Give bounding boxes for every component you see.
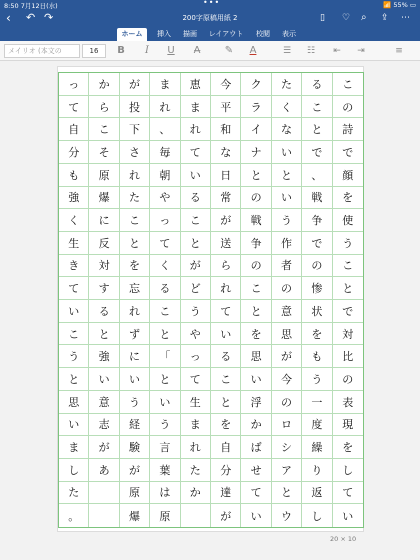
grid-cell[interactable]: 投: [120, 96, 150, 119]
grid-cell[interactable]: す: [89, 277, 119, 300]
grid-cell[interactable]: う: [59, 345, 89, 368]
grid-cell[interactable]: 生: [59, 232, 89, 255]
chevron-left-icon[interactable]: ‹: [6, 11, 11, 25]
manuscript-grid[interactable]: [58, 72, 364, 528]
grid-cell[interactable]: う: [150, 414, 180, 437]
grid-cell[interactable]: て: [59, 96, 89, 119]
grid-cell[interactable]: 送: [211, 232, 241, 255]
grid-cell[interactable]: 顔: [333, 164, 363, 187]
grid-cell[interactable]: 強: [59, 187, 89, 210]
strikethrough-button[interactable]: A̶: [193, 45, 201, 56]
grid-cell[interactable]: っ: [59, 73, 89, 96]
lightbulb-icon[interactable]: ♡: [342, 13, 351, 23]
grid-cell[interactable]: 浮: [241, 391, 271, 414]
grid-cell[interactable]: 惨: [302, 277, 332, 300]
grid-cell[interactable]: 経: [120, 414, 150, 437]
grid-cell[interactable]: に: [89, 209, 119, 232]
ribbon-tabs: [0, 27, 420, 41]
grid-cell[interactable]: か: [89, 73, 119, 96]
grid-cell[interactable]: こ: [59, 323, 89, 346]
grid-cell[interactable]: い: [272, 187, 302, 210]
grid-cell[interactable]: る: [211, 345, 241, 368]
grid-cell[interactable]: の: [272, 277, 302, 300]
grid-cell[interactable]: 戦: [302, 187, 332, 210]
grid-cell[interactable]: 平: [211, 96, 241, 119]
grid-cell[interactable]: 爆: [89, 187, 119, 210]
grid-cell[interactable]: [89, 482, 119, 505]
grid-cell[interactable]: こ: [333, 255, 363, 278]
grid-cell[interactable]: の: [241, 187, 271, 210]
outdent-icon[interactable]: ⇤: [333, 46, 341, 56]
grid-cell[interactable]: て: [211, 300, 241, 323]
grid-cell[interactable]: 達: [211, 482, 241, 505]
grid-cell[interactable]: と: [150, 323, 180, 346]
grid-cell[interactable]: 者: [272, 255, 302, 278]
grid-cell[interactable]: 、: [150, 118, 180, 141]
grid-cell[interactable]: こ: [181, 209, 211, 232]
grid-cell[interactable]: と: [241, 300, 271, 323]
grid-cell[interactable]: シ: [272, 436, 302, 459]
grid-cell[interactable]: 、: [302, 164, 332, 187]
grid-cell[interactable]: い: [181, 164, 211, 187]
grid-cell[interactable]: 自: [59, 118, 89, 141]
grid-cell[interactable]: 戦: [241, 209, 271, 232]
grid-cell[interactable]: の: [302, 255, 332, 278]
grid-cell[interactable]: 言: [150, 436, 180, 459]
grid-cell[interactable]: て: [181, 368, 211, 391]
grid-cell[interactable]: か: [181, 482, 211, 505]
grid-cell[interactable]: 今: [272, 368, 302, 391]
grid-cell[interactable]: 比: [333, 345, 363, 368]
underline-button[interactable]: U: [167, 45, 175, 56]
grid-cell[interactable]: の: [241, 255, 271, 278]
grid-cell[interactable]: う: [302, 368, 332, 391]
grid-cell[interactable]: の: [272, 391, 302, 414]
grid-cell[interactable]: 。: [59, 504, 89, 527]
grid-cell[interactable]: ま: [150, 73, 180, 96]
grid-cell[interactable]: い: [272, 141, 302, 164]
grid-cell[interactable]: れ: [120, 300, 150, 323]
grid-cell[interactable]: 思: [59, 391, 89, 414]
grid-cell[interactable]: う: [120, 391, 150, 414]
grid-cell[interactable]: と: [241, 164, 271, 187]
grid-cell[interactable]: 原: [120, 482, 150, 505]
grid-cell[interactable]: こ: [150, 300, 180, 323]
grid-cell[interactable]: を: [120, 255, 150, 278]
grid-cell[interactable]: で: [302, 232, 332, 255]
grid-cell[interactable]: 詩: [333, 118, 363, 141]
status-battery: 📶 55% ▭: [383, 1, 416, 9]
grid-cell[interactable]: と: [272, 164, 302, 187]
grid-cell[interactable]: と: [333, 277, 363, 300]
grid-cell[interactable]: 現: [333, 414, 363, 437]
grid-cell[interactable]: 意: [272, 300, 302, 323]
paragraph-icon[interactable]: ≡: [395, 46, 403, 56]
grid-cell[interactable]: れ: [120, 164, 150, 187]
grid-cell[interactable]: こ: [241, 277, 271, 300]
grid-cell[interactable]: り: [302, 459, 332, 482]
grid-cell[interactable]: も: [59, 164, 89, 187]
grid-cell[interactable]: っ: [181, 345, 211, 368]
grid-cell[interactable]: を: [333, 187, 363, 210]
grid-cell[interactable]: れ: [150, 96, 180, 119]
grid-cell[interactable]: い: [342, 509, 354, 523]
status-bar: [0, 0, 420, 10]
grid-cell[interactable]: ク: [241, 73, 271, 96]
grid-cell[interactable]: き: [59, 255, 89, 278]
grid-cell[interactable]: 忘: [120, 277, 150, 300]
grid-cell[interactable]: 争: [241, 232, 271, 255]
grid-cell[interactable]: ず: [120, 323, 150, 346]
grid-cell[interactable]: 対: [89, 255, 119, 278]
document-title: 200字原稿用紙 2: [182, 14, 238, 22]
grid-cell[interactable]: か: [241, 414, 271, 437]
grid-cell[interactable]: 状: [302, 300, 332, 323]
grid-cell[interactable]: 原: [150, 504, 180, 527]
grid-cell[interactable]: で: [333, 141, 363, 164]
grid-cell[interactable]: 強: [89, 345, 119, 368]
grid-cell[interactable]: う: [333, 232, 363, 255]
grid-cell[interactable]: ま: [181, 96, 211, 119]
grid-cell[interactable]: い: [89, 368, 119, 391]
grid-cell[interactable]: な: [272, 118, 302, 141]
tab-view[interactable]: 表示: [282, 30, 296, 38]
grid-cell[interactable]: と: [181, 232, 211, 255]
grid-cell[interactable]: 験: [120, 436, 150, 459]
window-dots[interactable]: •••: [203, 0, 221, 7]
grid-cell[interactable]: 常: [211, 187, 241, 210]
grid-cell[interactable]: い: [211, 323, 241, 346]
grid-cell[interactable]: [89, 504, 119, 527]
grid-cell[interactable]: に: [120, 345, 150, 368]
phone-icon[interactable]: ▯: [320, 13, 325, 23]
redo-icon[interactable]: ↷: [44, 11, 54, 24]
grid-cell[interactable]: 分: [211, 459, 241, 482]
home-toolbar: [0, 41, 420, 61]
grid-cell[interactable]: 表: [333, 391, 363, 414]
grid-cell[interactable]: 繰: [302, 436, 332, 459]
grid-cell[interactable]: た: [120, 187, 150, 210]
grid-cell[interactable]: 原: [89, 164, 119, 187]
grid-cell[interactable]: て: [241, 482, 271, 505]
grid-size-label: 20 × 10: [330, 535, 357, 543]
bullets-icon[interactable]: ☰: [282, 46, 292, 56]
grid-cell[interactable]: 生: [181, 391, 211, 414]
undo-icon[interactable]: ↶: [26, 11, 36, 24]
bold-button[interactable]: B: [117, 45, 125, 56]
grid-cell[interactable]: で: [333, 300, 363, 323]
grid-cell[interactable]: を: [241, 323, 271, 346]
grid-cell[interactable]: 日: [211, 164, 241, 187]
grid-cell[interactable]: ど: [181, 277, 211, 300]
grid-cell[interactable]: 今: [211, 73, 241, 96]
grid-cell[interactable]: る: [302, 73, 332, 96]
grid-cell[interactable]: 恵: [181, 73, 211, 96]
tab-draw[interactable]: 描画: [183, 30, 197, 38]
grid-cell[interactable]: 使: [333, 209, 363, 232]
grid-cell[interactable]: 自: [211, 436, 241, 459]
grid-cell[interactable]: う: [181, 300, 211, 323]
grid-cell[interactable]: い: [241, 504, 271, 527]
grid-cell[interactable]: こ: [89, 118, 119, 141]
grid-cell[interactable]: 一: [302, 391, 332, 414]
grid-cell[interactable]: で: [302, 141, 332, 164]
grid-cell[interactable]: ば: [241, 436, 271, 459]
grid-cell[interactable]: し: [302, 504, 332, 527]
grid-cell[interactable]: 思: [241, 345, 271, 368]
grid-cell[interactable]: く: [150, 255, 180, 278]
grid-cell[interactable]: た: [59, 482, 89, 505]
tab-insert[interactable]: 挿入: [157, 30, 171, 38]
grid-cell[interactable]: ナ: [241, 141, 271, 164]
grid-cell[interactable]: イ: [241, 118, 271, 141]
grid-cell[interactable]: や: [181, 323, 211, 346]
search-icon[interactable]: ⌕: [361, 12, 367, 23]
grid-cell[interactable]: 志: [89, 414, 119, 437]
grid-cell[interactable]: 争: [302, 209, 332, 232]
grid-cell[interactable]: い: [150, 391, 180, 414]
grid-cell[interactable]: う: [272, 209, 302, 232]
grid-cell[interactable]: 返: [302, 482, 332, 505]
grid-cell[interactable]: て: [181, 141, 211, 164]
grid-cell[interactable]: れ: [181, 118, 211, 141]
grid-cell[interactable]: 葉: [150, 459, 180, 482]
grid-cell[interactable]: る: [150, 277, 180, 300]
more-icon[interactable]: ⋯: [401, 13, 410, 23]
grid-cell[interactable]: っ: [150, 209, 180, 232]
grid-cell[interactable]: と: [272, 482, 302, 505]
grid-cell[interactable]: 下: [120, 118, 150, 141]
grid-cell[interactable]: 思: [272, 323, 302, 346]
grid-cell[interactable]: い: [120, 368, 150, 391]
grid-cell[interactable]: あ: [89, 459, 119, 482]
grid-cell[interactable]: 度: [302, 414, 332, 437]
indent-icon[interactable]: ⇥: [357, 46, 365, 56]
grid-cell[interactable]: る: [89, 300, 119, 323]
grid-cell[interactable]: く: [272, 96, 302, 119]
grid-cell[interactable]: い: [59, 300, 89, 323]
grid-cell[interactable]: が: [211, 504, 241, 527]
grid-cell[interactable]: て: [333, 482, 363, 505]
grid-cell[interactable]: ま: [181, 414, 211, 437]
grid-cell[interactable]: と: [150, 368, 180, 391]
grid-cell[interactable]: そ: [89, 141, 119, 164]
grid-cell[interactable]: こ: [120, 209, 150, 232]
grid-cell[interactable]: や: [150, 187, 180, 210]
font-name-field[interactable]: メイリオ (本文の: [4, 44, 80, 58]
grid-cell[interactable]: ロ: [272, 414, 302, 437]
grid-cell[interactable]: こ: [333, 73, 363, 96]
tab-layout[interactable]: レイアウト: [208, 30, 244, 38]
grid-cell[interactable]: は: [150, 482, 180, 505]
highlight-icon[interactable]: ✎: [224, 45, 234, 56]
grid-cell[interactable]: た: [181, 459, 211, 482]
grid-cell[interactable]: た: [272, 73, 302, 96]
grid-cell[interactable]: の: [333, 368, 363, 391]
grid-cell[interactable]: な: [211, 141, 241, 164]
grid-cell[interactable]: 爆: [120, 504, 150, 527]
grid-cell[interactable]: と: [120, 232, 150, 255]
grid-cell[interactable]: し: [59, 459, 89, 482]
grid-cell[interactable]: 和: [211, 118, 241, 141]
grid-cell[interactable]: 「: [150, 345, 180, 368]
grid-cell[interactable]: を: [333, 436, 363, 459]
grid-cell[interactable]: こ: [211, 368, 241, 391]
grid-cell[interactable]: と: [59, 368, 89, 391]
grid-cell[interactable]: 反: [89, 232, 119, 255]
grid-cell[interactable]: 作: [272, 232, 302, 255]
grid-cell[interactable]: 対: [333, 323, 363, 346]
grid-cell[interactable]: が: [211, 209, 241, 232]
grid-cell[interactable]: ら: [211, 255, 241, 278]
grid-cell[interactable]: 朝: [150, 164, 180, 187]
grid-cell[interactable]: が: [120, 459, 150, 482]
grid-cell[interactable]: い: [59, 414, 89, 437]
font-size-field[interactable]: 16: [82, 44, 106, 58]
status-time: 8:50 7月12日(水): [4, 2, 58, 10]
grid-cell[interactable]: [181, 504, 211, 527]
grid-cell[interactable]: く: [59, 209, 89, 232]
grid-cell[interactable]: 分: [59, 141, 89, 164]
grid-cell[interactable]: が: [120, 73, 150, 96]
title-bar: [0, 10, 420, 27]
grid-cell[interactable]: ま: [59, 436, 89, 459]
grid-cell[interactable]: を: [302, 323, 332, 346]
grid-cell[interactable]: を: [211, 414, 241, 437]
font-color-icon[interactable]: A: [249, 45, 257, 56]
grid-cell[interactable]: て: [150, 232, 180, 255]
grid-cell[interactable]: が: [272, 345, 302, 368]
grid-cell[interactable]: が: [181, 255, 211, 278]
grid-cell[interactable]: る: [181, 187, 211, 210]
grid-cell[interactable]: れ: [181, 436, 211, 459]
grid-cell[interactable]: 毎: [150, 141, 180, 164]
grid-cell[interactable]: 意: [89, 391, 119, 414]
grid-cell[interactable]: ら: [89, 96, 119, 119]
grid-cell[interactable]: と: [89, 323, 119, 346]
grid-cell[interactable]: さ: [120, 141, 150, 164]
grid-cell[interactable]: ラ: [241, 96, 271, 119]
tab-home[interactable]: ホーム: [117, 28, 147, 41]
grid-cell[interactable]: こ: [302, 96, 332, 119]
numbering-icon[interactable]: ☷: [306, 46, 316, 56]
grid-cell[interactable]: ウ: [272, 504, 302, 527]
grid-cell[interactable]: て: [59, 277, 89, 300]
share-icon[interactable]: ⇪: [381, 13, 389, 23]
grid-cell[interactable]: と: [302, 118, 332, 141]
tab-review[interactable]: 校閲: [256, 30, 270, 38]
grid-cell[interactable]: い: [241, 368, 271, 391]
grid-cell[interactable]: も: [302, 345, 332, 368]
grid-cell[interactable]: れ: [211, 277, 241, 300]
grid-cell[interactable]: の: [333, 96, 363, 119]
grid-cell[interactable]: し: [333, 459, 363, 482]
grid-cell[interactable]: が: [89, 436, 119, 459]
grid-cell[interactable]: せ: [241, 459, 271, 482]
grid-cell[interactable]: ア: [272, 459, 302, 482]
grid-cell[interactable]: と: [211, 391, 241, 414]
italic-button[interactable]: I: [145, 45, 149, 56]
